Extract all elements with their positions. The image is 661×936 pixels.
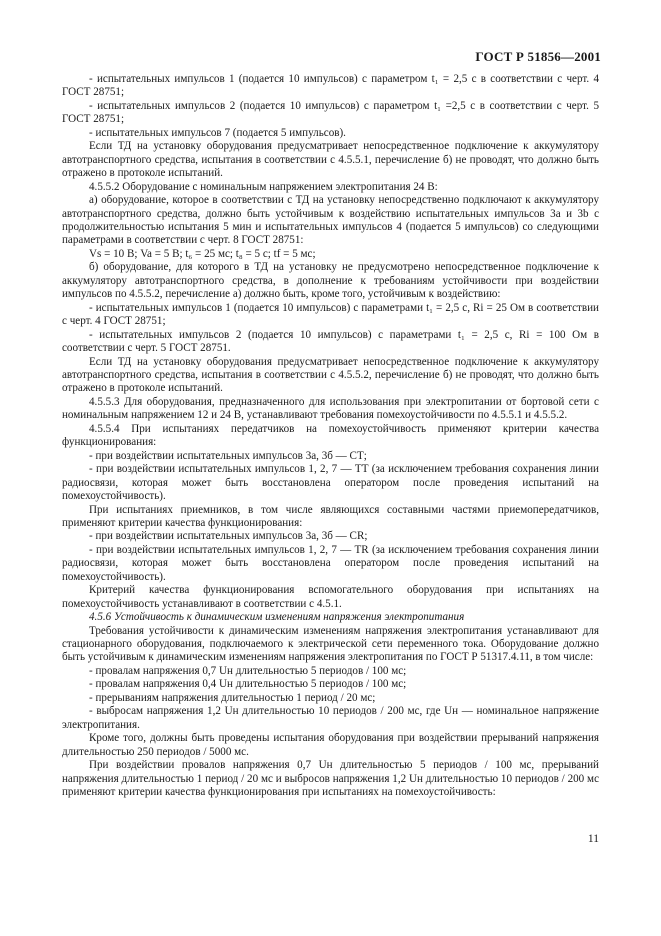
paragraph: Критерий качества функционирования вспомогательного оборудования при испытаниях на помехоустойчивость устанавливают в соответствии с 4.5.1. (62, 584, 599, 610)
section-heading-italic: 4.5.6 Устойчивость к динамическим изменениям напряжения электропитания (89, 611, 465, 624)
paragraph: Если ТД на установку оборудования предусматривает непосредственное подключение к аккумулятору автотранспортного средства, испытания в соответствии с 4.5.5.2, перечисление б) не проводят, что должно быть отражено в протоколе испытаний. (62, 355, 599, 395)
list-item: - при воздействии испытательных импульсов 3а, 3б — СТ; (89, 449, 367, 462)
list-item: - при воздействии испытательных импульсов 3а, 3б — CR; (89, 530, 368, 543)
list-item: - при воздействии испытательных импульсов 1, 2, 7 — TR (за исключением требования сохранения линии радиосвязи, которая может быть восстановлена оператором после проведения испытаний на помехоустойчивость). (62, 543, 599, 583)
list-item: - при воздействии испытательных импульсов 1, 2, 7 — ТТ (за исключением требования сохранения линии радиосвязи, которая может быть восстановлена оператором после проведения испытаний на помехоустойчивость). (62, 463, 599, 503)
paragraph: 4.5.5.4 При испытаниях передатчиков на помехоустойчивость применяют критерии качества функционирования: (62, 422, 599, 449)
formula-line: Vs = 10 В; Va = 5 В; t₆ = 25 мс; t₈ = 5 с; tf = 5 мс; (89, 247, 316, 260)
list-item: - провалам напряжения 0,4 Uн длительностью 5 периодов / 100 мс; (89, 678, 407, 691)
paragraph: Требования устойчивости к динамическим изменениям напряжения электропитания устанавливают для стационарного оборудования, подключаемого к электрической сети переменного тока. Оборудование должно быть устойчивым к динамическим изменениям напряжения электропитания по ГОСТ Р 51317.4.11, в том числе: (62, 624, 599, 664)
paragraph: - испытательных импульсов 1 (подается 10 импульсов) с параметром t₁ = 2,5 с в соответствии с черт. 4 ГОСТ 28751; (62, 73, 599, 99)
paragraph: При воздействии провалов напряжения 0,7 Uн длительностью 5 периодов / 100 мс, прерываний напряжения длительностью 1 период / 20 мс и выбросов напряжения 1,2 Uн длительностью 10 периодов / 200 мс применяют критерии качества функционирования при испытаниях на помехоустойчивость: (62, 759, 599, 799)
document-body (62, 73, 599, 799)
list-item: - прерываниям напряжения длительностью 1 период / 20 мс; (89, 691, 376, 704)
paragraph: б) оборудование, для которого в ТД на установку не предусмотрено непосредственное подключение к аккумулятору автотранспортного средства, в дополнение к требованиям устойчивости при воздействии импульсов по 4.5.5.2, перечисление а) должно быть, кроме того, устойчивым к воздействию: (62, 261, 599, 301)
list-item: - провалам напряжения 0,7 Uн длительностью 5 периодов / 100 мс; (89, 664, 407, 677)
paragraph: а) оборудование, которое в соответствии с ТД на установку непосредственно подключают к аккумулятору автотранспортного средства, должно быть устойчивым к воздействию испытательных импульсов 3а и 3b с продолжительностью испытания 5 мин и испытательных импульсов 4 (подается 5 импульсов) со следующими параметрами в соответствии с черт. 8 ГОСТ 28751: (62, 194, 599, 247)
paragraph: При испытаниях приемников, в том числе являющихся составными частями приемопередатчиков, применяют критерии качества функционирования: (62, 503, 599, 529)
page-number: 11 (587, 833, 599, 845)
paragraph: - испытательных импульсов 1 (подается 10 импульсов) с параметрами t₁ = 2,5 с, Ri = 25 Ом в соответствии с черт. 4 ГОСТ 28751; (62, 301, 599, 328)
section-heading: 4.5.5.2 Оборудование с номинальным напряжением электропитания 24 В: (89, 180, 438, 193)
paragraph: Если ТД на установку оборудования предусматривает непосредственное подключение к аккумулятору автотранспортного средства, испытания в соответствии с 4.5.5.1, перечисление б) не проводят, что должно быть отражено в протоколе испытаний. (62, 140, 599, 180)
paragraph: - испытательных импульсов 2 (подается 10 импульсов) с параметром t₁ =2,5 с в соответствии с черт. 5 ГОСТ 28751; (62, 99, 599, 126)
paragraph: - испытательных импульсов 2 (подается 10 импульсов) с параметрами t₁ = 2,5 с, Ri = 100 Ом в соответствии с черт. 5 ГОСТ 28751. (62, 328, 599, 355)
list-item: - выбросам напряжения 1,2 Uн длительностью 10 периодов / 200 мс, где Uн — номинальное напряжение электропитания. (62, 705, 599, 731)
paragraph: Кроме того, должны быть проведены испытания оборудования при воздействии прерываний напряжения длительностью 250 периодов / 5000 мс. (62, 732, 599, 758)
document-header: ГОСТ Р 51856—2001 (475, 49, 601, 64)
paragraph: - испытательных импульсов 7 (подается 5 импульсов). (89, 126, 346, 139)
paragraph: 4.5.5.3 Для оборудования, предназначенного для использования при электропитании от бортовой сети с номинальным напряжением 12 и 24 В, устанавливают требования помехоустойчивости по 4.5.5.1 и 4.5.5.2. (62, 395, 599, 422)
